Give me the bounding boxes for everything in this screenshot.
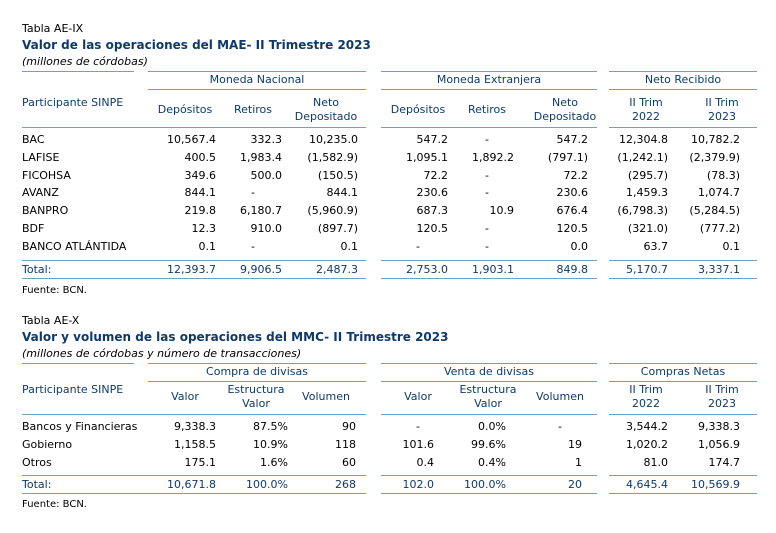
table2-source: Fuente: BCN. [22,499,87,510]
table1-group-header: Moneda Extranjera [436,73,542,86]
table1-cell: 63.7 [643,239,668,253]
table1-row-name: BDF [22,222,45,235]
table1-group-underline [381,89,597,90]
table1-total-bottom-line [22,278,366,279]
table2-cell: - [558,420,562,433]
table1-cell: (6,798.3) [617,204,668,218]
table2-total-cell: 268 [335,478,356,491]
table2-cell: 101.6 [402,438,434,451]
table2-cell: 118 [335,438,356,451]
table1-cell: 332.3 [250,133,282,146]
table2-cell: 174.7 [708,456,740,469]
table2-participant-header: Participante SINPE [22,383,124,396]
table2-group-top-line [148,363,366,364]
table1-cell: 120.5 [556,222,588,235]
table1-cell: 10.9 [489,204,514,218]
table1-row-name: FICOHSA [22,168,71,182]
table1-participant-top-line [22,71,134,72]
table1-cell: (1,582.9) [307,150,358,164]
table2-total-cell: 100.0% [464,478,506,491]
table1-row-name: BAC [22,133,45,146]
table2-cell: 1,020.2 [626,438,668,451]
table2-group-underline [148,381,366,382]
table1-col-header: Depósitos [157,103,213,116]
table2-cell: 10.9% [253,438,288,451]
table1-total-cell: 1,903.1 [472,263,514,276]
table1-cell: 1,459.3 [626,186,668,200]
table2-cell: 1,158.5 [174,438,216,451]
table1-cell: - [251,186,255,200]
table1-cell: 120.5 [416,222,448,235]
table1-cell: 10,567.4 [167,133,216,146]
table2-total-label: Total: [22,478,52,491]
table1-cell: (1,242.1) [617,150,668,164]
table2-col-header: Volumen [302,390,350,403]
table2-total-cell: 102.0 [402,478,434,491]
table1-cell: 230.6 [556,186,588,200]
table1-cell: 0.1 [340,239,358,253]
table1-cell: (295.7) [627,168,668,182]
table1-cell: 400.5 [184,150,216,164]
table2-cell: 1.6% [260,456,288,469]
table1-total-cell: 2,753.0 [406,263,448,276]
table2-total-bottom-line [381,493,597,494]
table1-cell: 219.8 [184,204,216,218]
table2-header-bottom-line [609,414,757,415]
table1-cell: 10,235.0 [309,133,358,146]
table2-col-header-line2: 2023 [708,397,736,410]
table1-total-bottom-line [609,278,757,279]
table1-header-bottom-line [609,127,757,128]
table2-subtitle: (millones de córdobas y número de transacciones) [22,347,302,360]
table2-cell: 81.0 [643,456,668,469]
table1-col-header-line1: II Trim [629,96,663,109]
table1-cell: - [485,133,489,146]
table2-cell: 87.5% [253,420,288,433]
table2-cell: 60 [342,456,356,469]
table1-row-name: LAFISE [22,150,60,164]
table2-cell: 0.4% [478,456,506,469]
table2-header-bottom-line [381,414,597,415]
table1-col-header-line2: Depositado [294,110,358,123]
table2-total-top-line [381,475,597,476]
table1-cell: - [485,222,489,235]
table1-cell: 0.0 [570,239,588,253]
table1-row-name: AVANZ [22,186,59,200]
table1-total-cell: 12,393.7 [167,263,216,276]
table1-cell: (797.1) [547,150,588,164]
table2-total-cell: 4,645.4 [626,478,668,491]
table2-cell: 0.4 [416,456,434,469]
table1-header-bottom-line [22,127,366,128]
table1-cell: 844.1 [184,186,216,200]
table2-total-cell: 20 [568,478,582,491]
table2-group-header: Compra de divisas [206,365,308,378]
table1-row-name: BANPRO [22,204,69,218]
table1-cell: (2,379.9) [689,150,740,164]
table2-total-cell: 100.0% [246,478,288,491]
table1-col-header-line2: 2022 [632,110,660,123]
table2-total-bottom-line [22,493,366,494]
table1-header-bottom-line [381,127,597,128]
table1-cell: - [416,239,420,253]
table2-row-name: Bancos y Financieras [22,420,138,433]
table2-total-cell: 10,569.9 [691,478,740,491]
table1-col-header-line1: Neto [551,96,579,109]
table2-row-name: Otros [22,456,52,469]
table2-col-header-line2: 2022 [632,397,660,410]
table1-cell: 230.6 [416,186,448,200]
table1-cell: 1,892.2 [472,150,514,164]
table2-total-bottom-line [609,493,757,494]
table1-group-top-line [148,71,366,72]
table1-col-header-line1: Neto [312,96,340,109]
table1-cell: (897.7) [317,222,358,235]
table1-total-top-line [609,260,757,261]
table2-cell: 9,338.3 [698,420,740,433]
table1-cell: 0.1 [722,239,740,253]
table1-cell: (78.3) [706,168,740,182]
table2-col-header-line1: II Trim [705,383,739,396]
table1-col-header: Retiros [233,103,273,116]
table1-cell: - [485,168,489,182]
table2-cell: - [416,420,420,433]
table2-group-underline [609,381,757,382]
table1-cell: 1,095.1 [406,150,448,164]
table2-col-header-line2: Valor [242,397,270,410]
table1-cell: (777.2) [699,222,740,235]
table2-group-top-line [381,363,597,364]
table2-cell: 9,338.3 [174,420,216,433]
table2-cell: 3,544.2 [626,420,668,433]
table1-group-top-line [609,71,757,72]
table1-cell: (5,960.9) [307,204,358,218]
table1-cell: 72.2 [423,168,448,182]
table2-header-bottom-line [22,414,366,415]
table2-cell: 0.0% [478,420,506,433]
table1-col-header: Depósitos [390,103,446,116]
table1-total-top-line [22,260,366,261]
table1-group-underline [609,89,757,90]
table1-cell: (5,284.5) [689,204,740,218]
table1-cell: 1,983.4 [240,150,282,164]
table1-cell: 500.0 [250,168,282,182]
table1-cell: 844.1 [326,186,358,200]
table1-source: Fuente: BCN. [22,285,87,296]
table1-cell: 676.4 [556,204,588,218]
table1-total-cell: 3,337.1 [698,263,740,276]
table2-group-header: Venta de divisas [443,365,534,378]
table2-total-top-line [609,475,757,476]
table2-cell: 1,056.9 [698,438,740,451]
table1-col-header-line1: II Trim [705,96,739,109]
table2-group-underline [381,381,597,382]
table2-total-cell: 10,671.8 [167,478,216,491]
table2-cell: 90 [342,420,356,433]
table1-cell: - [485,239,489,253]
table1-cell: 12.3 [191,222,216,235]
table1-group-header: Moneda Nacional [209,73,305,86]
table1-total-cell: 2,487.3 [316,263,358,276]
table1-cell: 910.0 [250,222,282,235]
table1-col-header-line2: Depositado [533,110,597,123]
table2-label: Tabla AE-X [22,314,80,327]
table2-col-header: Valor [404,390,432,403]
table1-subtitle: (millones de córdobas) [22,55,148,68]
table1-group-underline [148,89,366,90]
table1-col-header: Retiros [467,103,507,116]
table1-cell: 0.1 [198,239,216,253]
table1-cell: 349.6 [184,168,216,182]
table1-cell: 687.3 [416,204,448,218]
table1-total-bottom-line [381,278,597,279]
table1-cell: 72.2 [563,168,588,182]
table1-total-cell: 849.8 [556,263,588,276]
table2-cell: 19 [568,438,582,451]
table1-group-top-line [381,71,597,72]
table2-col-header-line1: Estructura [459,383,517,396]
table2-col-header: Valor [171,390,199,403]
table2-cell: 99.6% [471,438,506,451]
table1-cell: - [251,239,255,253]
table2-title: Valor y volumen de las operaciones del MMC- II Trimestre 2023 [22,330,449,344]
table2-participant-top-line [22,363,134,364]
table1-cell: 547.2 [416,133,448,146]
table1-row-name: BANCO ATLÁNTIDA [22,239,127,253]
table1-participant-header: Participante SINPE [22,96,124,109]
table1-total-cell: 9,906.5 [240,263,282,276]
table2-cell: 175.1 [184,456,216,469]
table1-cell: (321.0) [627,222,668,235]
table2-row-name: Gobierno [22,438,73,451]
table1-total-cell: 5,170.7 [626,263,668,276]
table1-label: Tabla AE-IX [22,22,84,35]
table2-col-header-line1: II Trim [629,383,663,396]
table1-cell: 6,180.7 [240,204,282,218]
table1-total-label: Total: [22,263,52,276]
table2-total-top-line [22,475,366,476]
table1-group-header: Neto Recibido [644,73,722,86]
table1-total-top-line [381,260,597,261]
table2-col-header-line1: Estructura [227,383,285,396]
table1-col-header-line2: 2023 [708,110,736,123]
table1-cell: 12,304.8 [619,133,668,146]
table2-group-top-line [609,363,757,364]
table2-col-header: Volumen [536,390,584,403]
table1-cell: - [485,186,489,200]
table1-title: Valor de las operaciones del MAE- II Trimestre 2023 [22,38,371,52]
table1-cell: 1,074.7 [698,186,740,200]
table1-cell: (150.5) [317,168,358,182]
table1-cell: 10,782.2 [691,133,740,146]
table2-col-header-line2: Valor [474,397,502,410]
table2-group-header: Compras Netas [640,365,726,378]
table2-cell: 1 [575,456,582,469]
table1-cell: 547.2 [556,133,588,146]
